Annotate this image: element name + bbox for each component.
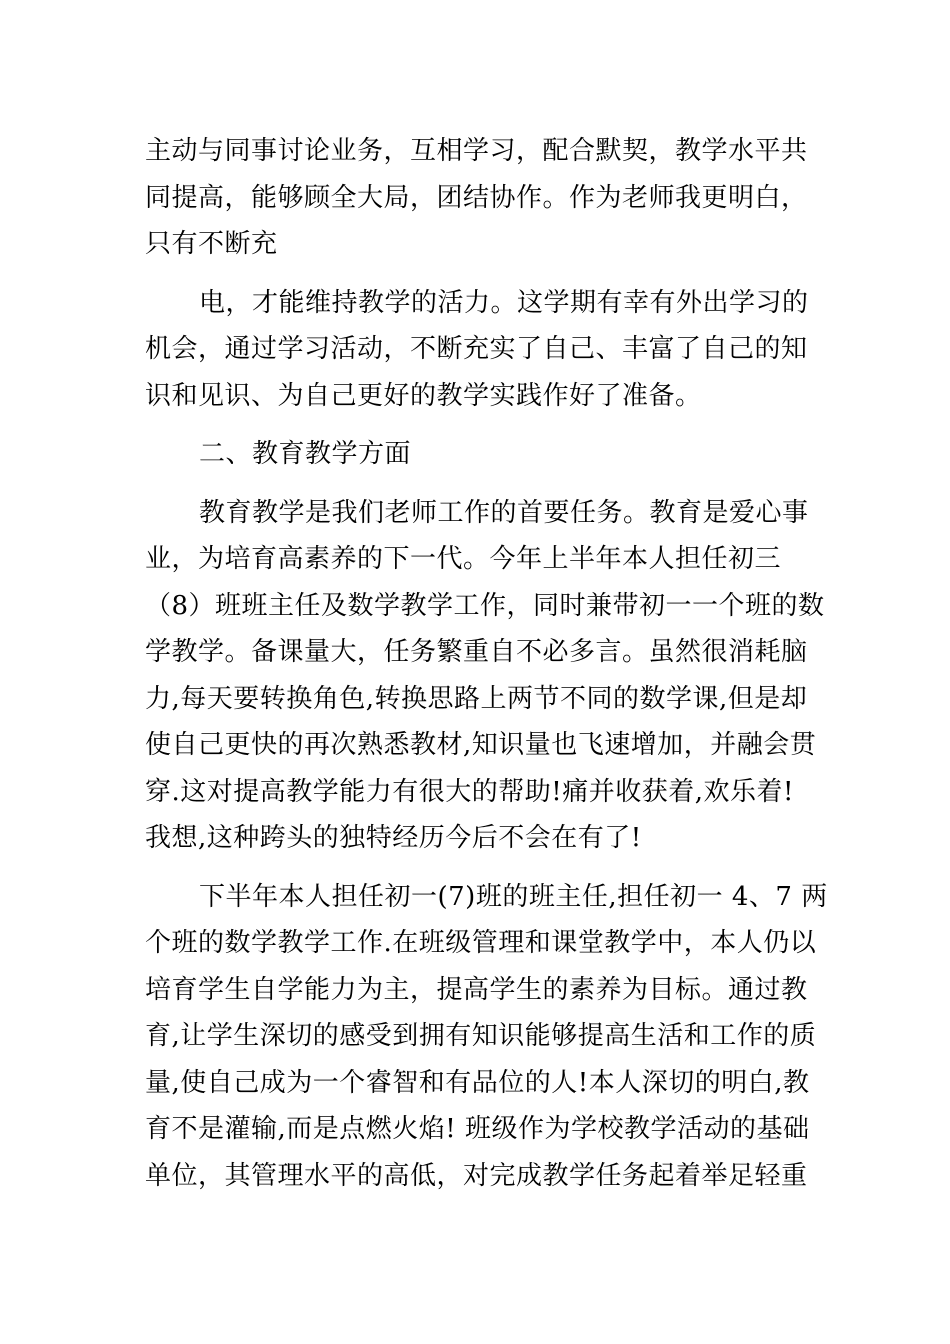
text-line: 育不是灌输,而是点燃火焰! 班级作为学校教学活动的基础 [145,1114,810,1144]
document-body [145,128,828,1199]
text-line: 学教学。备课量大，任务繁重自不必多言。虽然很消耗脑 [145,637,808,667]
text-line: 教育教学是我们老师工作的首要任务。教育是爱心事 [199,497,809,528]
paragraph-gap [145,419,810,431]
text-line: 育,让学生深切的感受到拥有知识能够提高生活和工作的质 [145,1021,817,1051]
paragraph [145,874,828,1200]
paragraph-gap [145,862,810,874]
text-line: 穿.这对提高教学能力有很大的帮助!痛并收获着,欢乐着! [145,776,794,807]
paragraph [145,490,825,862]
paragraph-gap [145,478,810,490]
text-line: 个班的数学教学工作.在班级管理和课堂教学中，本人仍以 [145,928,817,958]
text-line: 主动与同事讨论业务，互相学习，配合默契，教学水平共 [145,136,808,166]
text-line: 识和见识、为自己更好的教学实践作好了准备。 [145,380,702,411]
text-line: 培育学生自学能力为主，提高学生的素养为目标。通过教 [145,974,808,1005]
text-line: 使自己更快的再次熟悉教材,知识量也飞速增加，并融会贯 [145,730,817,760]
text-line: 机会，通过学习活动，不断充实了自己、丰富了自己的知 [145,334,808,364]
text-line: 力,每天要转换角色,转换思路上两节不同的数学课,但是却 [145,683,808,714]
text-line: 同提高，能够顾全大局，团结协作。作为老师我更明白， [145,182,808,213]
paragraph-gap [145,268,810,280]
text-line: （8）班班主任及数学教学工作，同时兼带初一一个班的数 [145,590,825,621]
text-line: 我想,这种跨头的独特经历今后不会在有了! [145,823,642,853]
text-line: 单位，其管理水平的高低，对完成教学任务起着举足轻重 [145,1160,808,1191]
text-line: 二、教育教学方面 [199,439,412,469]
section-heading [145,431,810,478]
text-line: 下半年本人担任初一(7)班的班主任,担任初一 4、7 两 [199,881,828,912]
paragraph [145,128,810,268]
paragraph [145,280,810,420]
text-line: 只有不断充 [145,229,278,259]
text-line: 量,使自己成为一个睿智和有品位的人!本人深切的明白,教 [145,1067,810,1098]
text-line: 电，才能维持教学的活力。这学期有幸有外出学习的 [199,287,809,318]
text-line: 业，为培育高素养的下一代。今年上半年本人担任初三 [145,544,782,574]
